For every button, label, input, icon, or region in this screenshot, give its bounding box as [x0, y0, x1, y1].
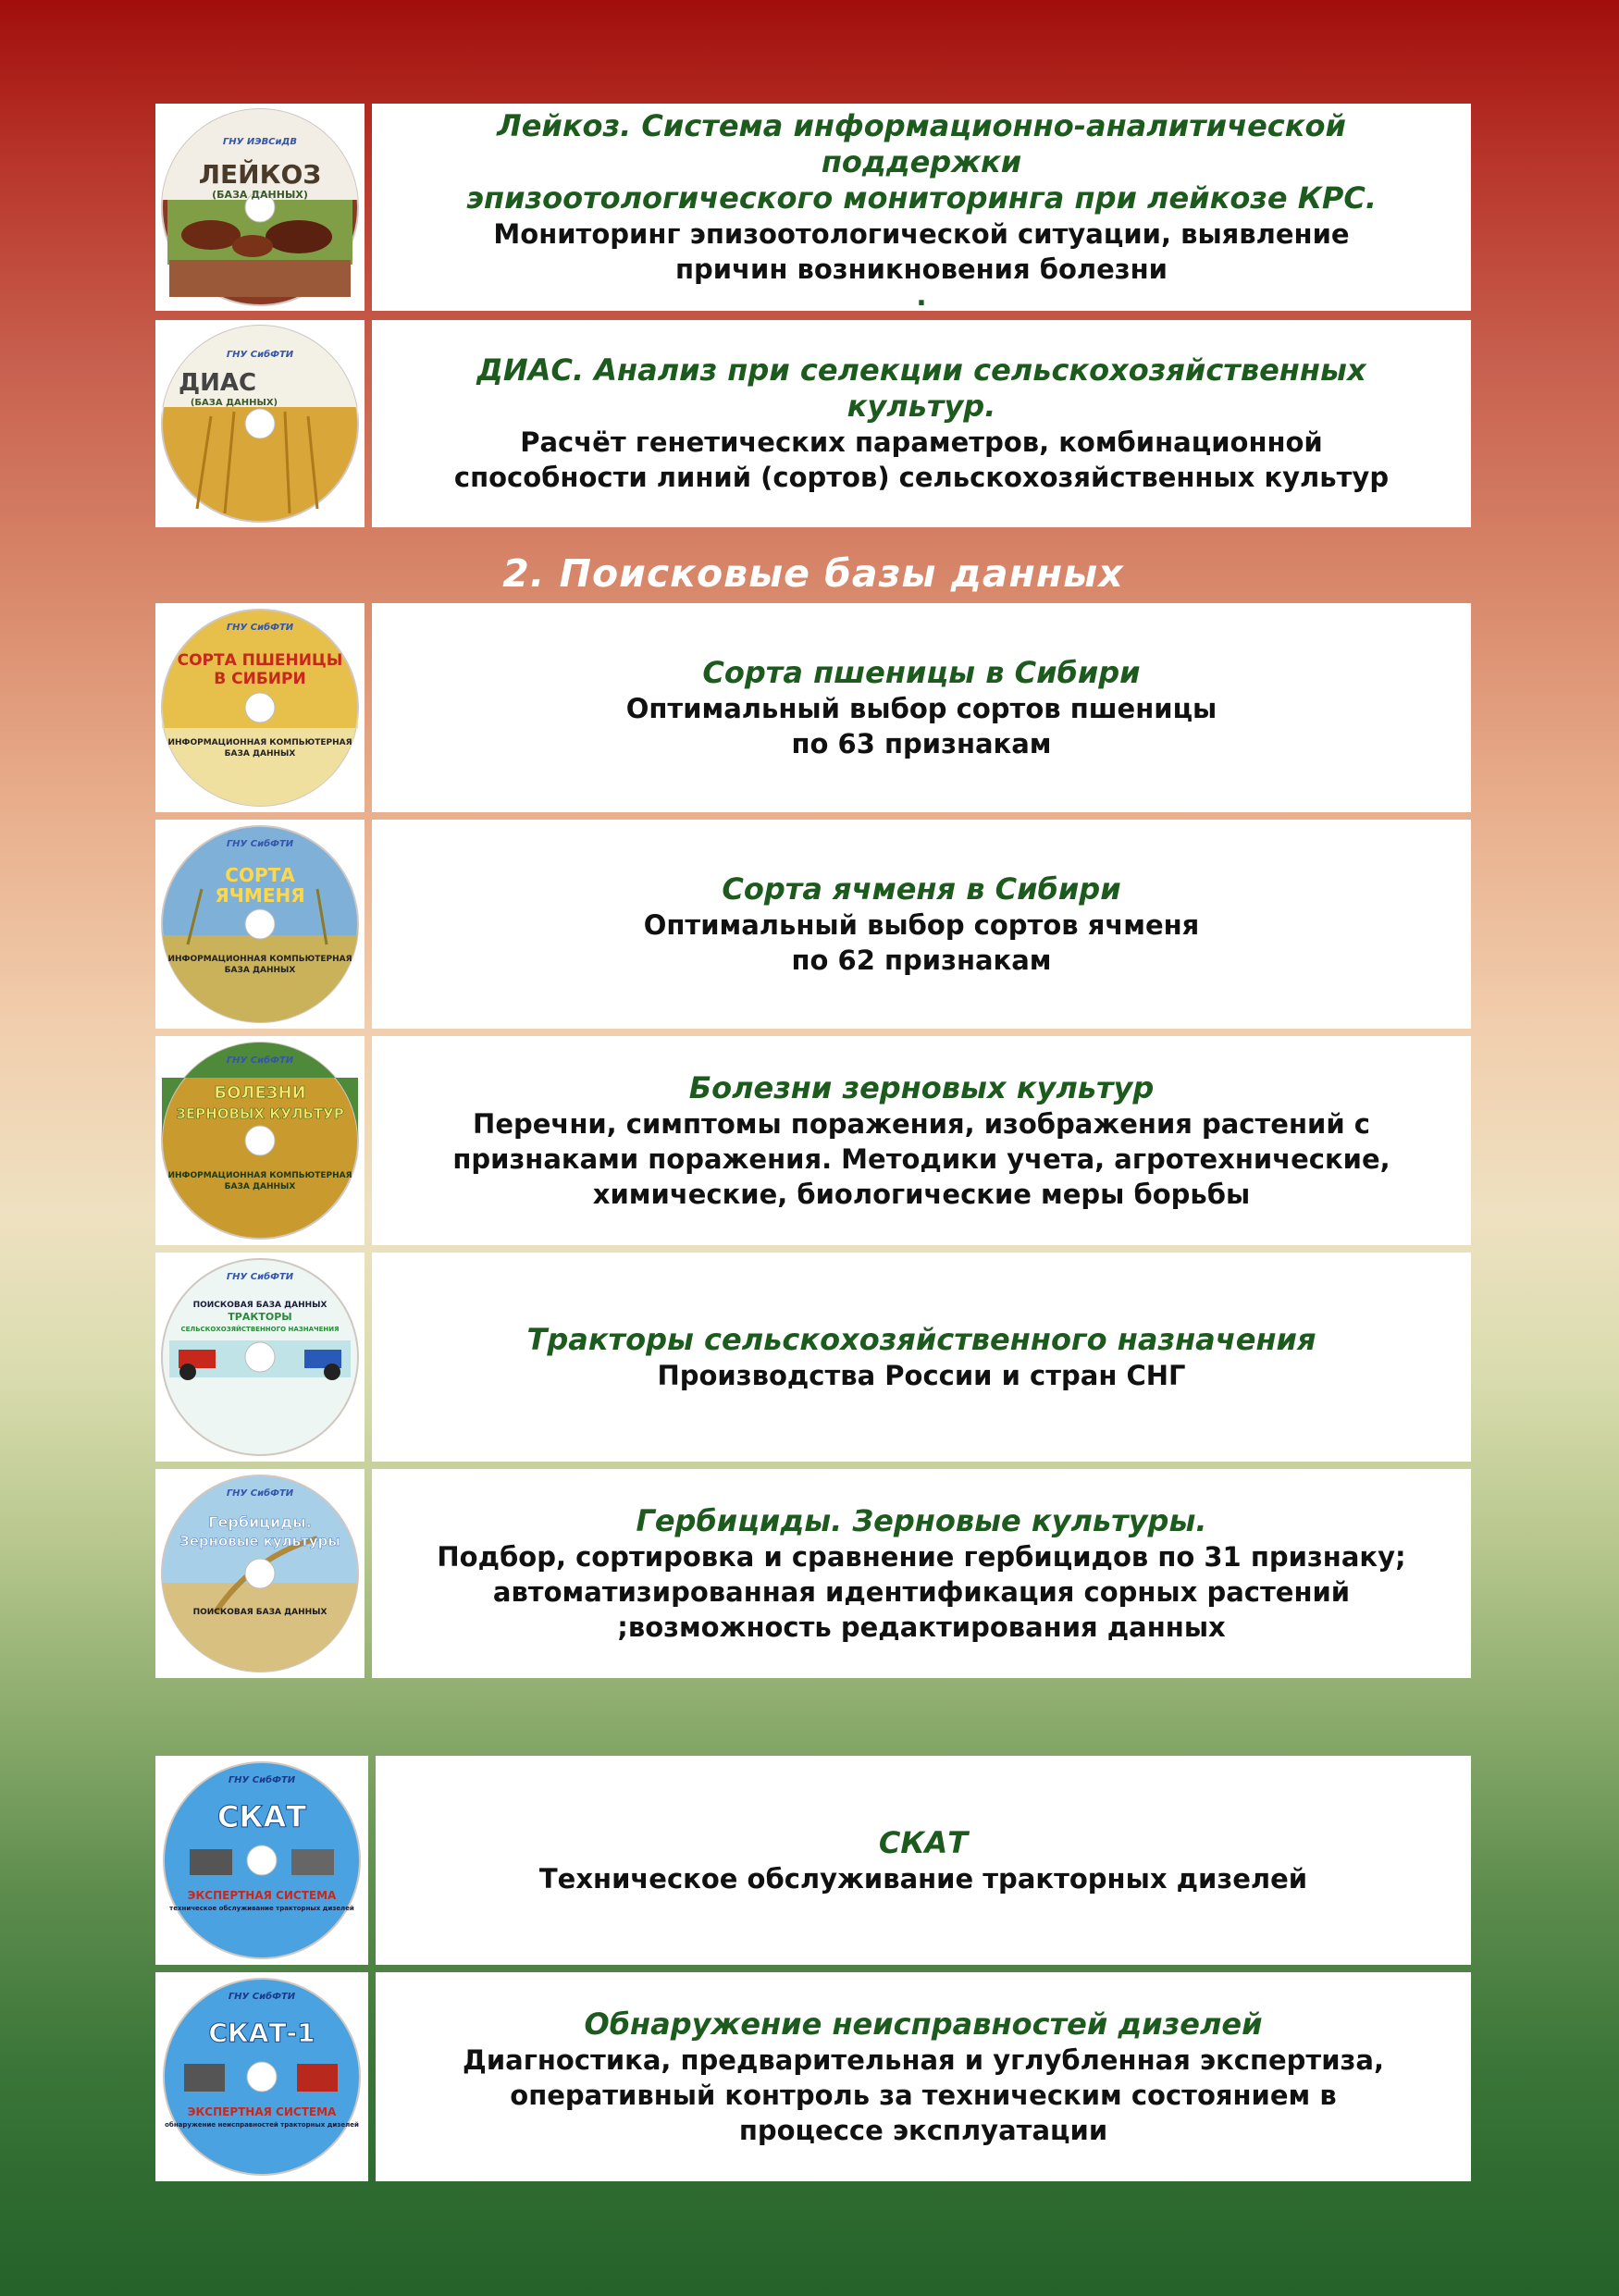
disc-name: ПОИСКОВАЯ БАЗА ДАННЫХ — [192, 1301, 328, 1310]
entry-tractors — [155, 1253, 1471, 1462]
entry-dias — [155, 320, 1471, 527]
disc-sub: СЕЛЬСКОХОЗЯЙСТВЕННОГО НАЗНАЧЕНИЯ — [180, 1326, 340, 1333]
disc-sub: ИНФОРМАЦИОННАЯ КОМПЬЮТЕРНАЯ — [167, 738, 352, 747]
disc-box — [155, 320, 365, 527]
disc-name: ДИАС — [178, 369, 257, 397]
entry-description-line: признаками поражения. Методики учета, агротехнические, — [452, 1142, 1390, 1175]
disc-box — [155, 1036, 365, 1245]
entry-title-line: СКАТ — [878, 1824, 969, 1860]
entry-description-line: оперативный контроль за техническим состоянием в — [510, 2079, 1337, 2111]
disc-box — [155, 1756, 368, 1965]
disc-name-2: В СИБИРИ — [214, 670, 306, 688]
info-box — [372, 1036, 1471, 1245]
disc-sub: (БАЗА ДАННЫХ) — [212, 189, 308, 201]
entry-description-line: Расчёт генетических параметров, комбинационной — [520, 426, 1323, 458]
entry-description-line: причин возникновения болезни — [675, 253, 1168, 285]
wheat-disc-icon — [160, 608, 360, 808]
disc-sub: (БАЗА ДАННЫХ) — [190, 398, 278, 408]
entry-skat-1 — [155, 1972, 1471, 2181]
disc-name: БОЛЕЗНИ — [214, 1083, 306, 1103]
section-heading: 2. Поисковые базы данных — [502, 551, 1124, 596]
entry-title-line: Гербициды. Зерновые культуры. — [636, 1502, 1207, 1538]
entry-description-line: Оптимальный выбор сортов ячменя — [643, 908, 1200, 941]
trailing-dot: . — [916, 279, 927, 313]
disc-sub-2: обнаружение неисправностей тракторных дизелей — [165, 2121, 359, 2129]
disc-box — [155, 603, 365, 812]
disc-name: Гербициды. — [208, 1513, 312, 1531]
cattle-disc-icon — [160, 107, 360, 307]
disc-brand: ГНУ СибФТИ — [226, 350, 294, 360]
disc-brand: ГНУ ИЭВСиДВ — [222, 137, 298, 147]
disc-brand: ГНУ СибФТИ — [226, 839, 294, 849]
entry-title-line: Тракторы сельскохозяйственного назначения — [526, 1321, 1316, 1357]
disc-sub: ЭКСПЕРТНАЯ СИСТЕМА — [187, 1889, 337, 1902]
disc-sub: ИНФОРМАЦИОННАЯ КОМПЬЮТЕРНАЯ — [167, 955, 352, 964]
entry-description-line: Диагностика, предварительная и углубленная экспертиза, — [463, 2043, 1384, 2076]
entry-description-line: Перечни, симптомы поражения, изображения растений с — [473, 1107, 1370, 1140]
entry-description-line: процессе эксплуатации — [738, 2114, 1108, 2146]
disc-sub: ЭКСПЕРТНАЯ СИСТЕМА — [187, 2105, 337, 2118]
disc-brand: ГНУ СибФТИ — [228, 1992, 296, 2002]
disc-box — [155, 104, 365, 311]
entry-description-line: способности линий (сортов) сельскохозяйственных культур — [453, 462, 1390, 493]
disc-box — [155, 1469, 365, 1678]
entry-description-line: автоматизированная идентификация сорных растений — [492, 1575, 1351, 1608]
entry-skat — [155, 1756, 1471, 1965]
herbicide-disc-icon — [160, 1474, 360, 1673]
disc-name-2: ЗЕРНОВЫХ КУЛЬТУР — [176, 1105, 344, 1122]
entry-description-line: Мониторинг эпизоотологической ситуации, выявление — [493, 217, 1350, 250]
disc-sub-2: БАЗА ДАННЫХ — [224, 749, 296, 759]
entry-leykoz — [155, 104, 1471, 311]
disc-sub-2: БАЗА ДАННЫХ — [224, 1182, 296, 1191]
entry-description-line: Оптимальный выбор сортов пшеницы — [625, 692, 1217, 724]
barley-disc-icon — [160, 824, 360, 1024]
diesel-engine-disc-icon — [162, 1760, 362, 1960]
disc-name: ЛЕЙКОЗ — [198, 159, 322, 190]
disc-name: СОРТА ПШЕНИЦЫ — [177, 651, 343, 670]
entry-description-line: Производства России и стран СНГ — [657, 1359, 1186, 1391]
info-box — [376, 1756, 1471, 1965]
wheat-field-disc-icon — [160, 324, 360, 524]
entry-barley-varieties — [155, 820, 1471, 1029]
disc-sub-2: БАЗА ДАННЫХ — [224, 966, 296, 975]
info-box — [372, 603, 1471, 812]
entry-herbicides — [155, 1469, 1471, 1678]
entry-description-line: по 62 признакам — [791, 944, 1052, 976]
entry-description-line: химические, биологические меры борьбы — [592, 1178, 1251, 1210]
info-box — [372, 1253, 1471, 1462]
grain-disease-disc-icon — [160, 1041, 360, 1241]
tractor-disc-icon — [160, 1257, 360, 1457]
entry-wheat-varieties — [155, 603, 1471, 812]
disc-box — [155, 820, 365, 1029]
disc-name: СКАТ — [216, 1799, 307, 1834]
disc-brand: ГНУ СибФТИ — [226, 1055, 294, 1066]
disc-box — [155, 1972, 368, 2181]
disc-brand: ГНУ СибФТИ — [226, 623, 294, 633]
entry-description-line: ;возможность редактирования данных — [617, 1611, 1226, 1643]
info-box — [372, 820, 1471, 1029]
disc-name: СОРТА — [225, 864, 295, 886]
entry-title-line: Сорта ячменя в Сибири — [722, 870, 1121, 907]
info-box — [372, 320, 1471, 527]
disc-name: СКАТ-1 — [208, 2018, 315, 2048]
entry-title-line: ДИАС. Анализ при селекции сельскохозяйственных культур. — [476, 352, 1366, 424]
disc-name-2: ЯЧМЕНЯ — [215, 884, 305, 907]
disc-sub: ПОИСКОВАЯ БАЗА ДАННЫХ — [192, 1608, 328, 1617]
entry-grain-diseases — [155, 1036, 1471, 1245]
disc-name-2: Зерновые культуры — [179, 1533, 340, 1549]
disc-brand: ГНУ СибФТИ — [226, 1488, 294, 1499]
info-box — [376, 1972, 1471, 2181]
entry-title-line: Сорта пшеницы в Сибири — [702, 654, 1141, 690]
entry-description-line: Подбор, сортировка и сравнение гербицидов по 31 признаку; — [437, 1540, 1406, 1573]
disc-sub: ИНФОРМАЦИОННАЯ КОМПЬЮТЕРНАЯ — [167, 1171, 352, 1180]
entry-title-line: Лейкоз. Система информационно-аналитической поддержки — [497, 107, 1346, 179]
disc-brand: ГНУ СибФТИ — [228, 1775, 296, 1785]
entry-description-line: Техническое обслуживание тракторных дизелей — [538, 1862, 1308, 1895]
disc-box — [155, 1253, 365, 1462]
entry-description-line: по 63 признакам — [791, 727, 1052, 759]
diesel-diagnostics-disc-icon — [162, 1977, 362, 2177]
disc-sub-2: техническое обслуживание тракторных дизелей — [169, 1905, 354, 1912]
entry-title-line: эпизоотологического мониторинга при лейкозе КРС. — [466, 179, 1377, 216]
disc-brand: ГНУ СибФТИ — [226, 1272, 294, 1282]
entry-title-line: Болезни зерновых культур — [688, 1069, 1155, 1105]
entry-title-line: Обнаружение неисправностей дизелей — [584, 2006, 1263, 2042]
disc-name-2: ТРАКТОРЫ — [228, 1311, 292, 1323]
info-box — [372, 104, 1471, 311]
info-box — [372, 1469, 1471, 1678]
